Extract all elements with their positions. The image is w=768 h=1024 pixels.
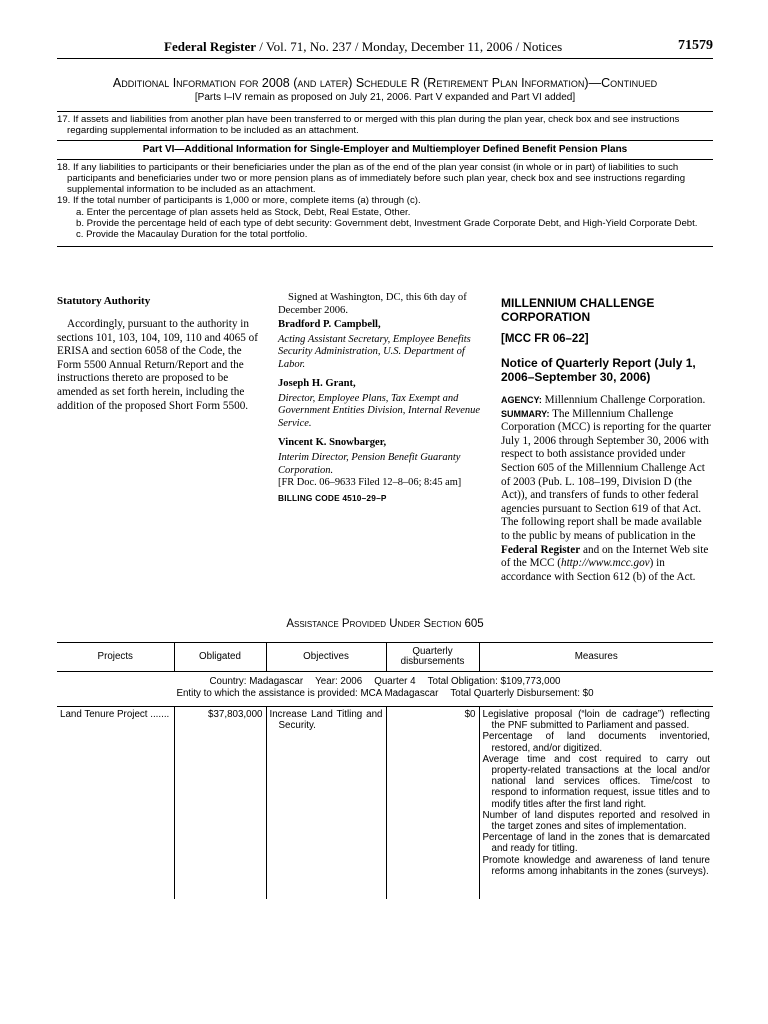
header-measures: Measures (479, 643, 713, 672)
journal-name: Federal Register (164, 39, 257, 54)
column-1 (57, 292, 262, 413)
item-19c: c. Provide the Macaulay Duration for the total portfolio. (76, 229, 308, 241)
info-line-2 (57, 688, 713, 700)
measure-item: Average time and cost required to carry out property-related transactions at the local and/or national land services offices. Time/cost to respond to information request, issue titles and to modify titles after the first land right. (482, 753, 710, 810)
item-19: 19. If the total number of participants is 1,000 or more, complete items (a) through (c). (57, 195, 421, 207)
signed-statement: Signed at Washington, DC, this 6th day of December 2006. (278, 292, 467, 316)
agency-label: AGENCY: (501, 395, 542, 405)
item-17: 17. If assets and liabilities from another plan have been transferred to or merged with this plan during the plan year, check box and see instructions regarding supplemental information to be included as an attachment. (57, 114, 680, 137)
summary-text-2: and on the Internet Web site of the MCC ( (501, 543, 709, 570)
summary-paragraph (501, 408, 713, 585)
summary-federal-register: Federal Register (501, 543, 581, 556)
country-info (57, 672, 713, 707)
header-projects: Projects (57, 643, 174, 672)
signer-1-title: Acting Assistant Secretary, Employee Benefits Security Administration, U.S. Department of Labor. (278, 333, 471, 370)
item-17-block (57, 112, 713, 140)
item-19b: b. Provide the percentage held of each type of debt security: Government debt, Investment Grade Corporate Debt, and High-Yield Corporate Debt. (76, 218, 698, 230)
info-country: Country: Madagascar (209, 676, 304, 687)
three-column-section (57, 292, 713, 612)
signer-2-title: Director, Employee Plans, Tax Exempt and Government Entities Division, Internal Revenue Service. (278, 392, 481, 430)
info-total-obligation: Total Obligation: $109,773,000 (427, 676, 561, 687)
measure-item: Percentage of land in the zones that is demarcated and ready for titling. (482, 832, 710, 855)
measure-item: Percentage of land documents inventoried, restored, and/or digitized. (482, 731, 710, 754)
project-cell: Land Tenure Project ....... (60, 709, 170, 720)
header-quarterly-disbursements: Quarterly disbursements (386, 643, 479, 672)
info-entity: Entity to which the assistance is provided: MCA Madagascar (176, 688, 439, 699)
fr-doc-line: [FR Doc. 06–9633 Filed 12–8–06; 8:45 am] (278, 477, 462, 489)
item-19a: a. Enter the percentage of plan assets held as Stock, Debt, Real Estate, Other. (76, 206, 411, 218)
statutory-authority-text: Accordingly, pursuant to the authority in sections 101, 103, 104, 109, 110 and 4065 of ERISA and section 6058 of the Code, the Form 5500 Annual Return/Report and the instructions thereto are proposed to be amended as set forth herein, including the addition of the proposed Short Form 5500. (57, 318, 258, 412)
running-head (57, 36, 713, 59)
table-info-row (57, 672, 713, 707)
objective-cell (266, 707, 386, 900)
signer-2-name: Joseph H. Grant, (278, 377, 356, 389)
agency-name: MILLENNIUM CHALLENGE CORPORATION (501, 296, 655, 324)
measures-cell (479, 707, 713, 900)
statutory-authority-heading: Statutory Authority (57, 295, 151, 307)
agency-text: Millennium Challenge Corporation. (541, 394, 706, 406)
column-2 (278, 292, 486, 503)
issue-details: / Vol. 71, No. 237 / Monday, December 11, 2006 / Notices (256, 39, 563, 54)
column-3 (501, 292, 713, 584)
billing-code: BILLING CODE 4510–29–P (278, 493, 387, 504)
assistance-table (57, 642, 713, 899)
measure-item: Legislative proposal (“loin de cadrage”) reflecting the PNF submitted to Parliament and passed. (482, 709, 710, 732)
summary-text-1: The Millennium Challenge Corporation (MCC) is reporting for the quarter July 1, 2006 through September 30, 2006 with respect to both assistance provided under Section 605 of the Millennium Challenge Act of 2003 (Pub. L. 108–199, Division D (the Act)), and transfers of funds to other federal agencies pursuant to Section 619 of that Act. The following report shall be made available to the public by means of publication in the (501, 407, 712, 542)
obligated-cell: $37,803,000 (174, 707, 266, 900)
assistance-table-title: Assistance Provided Under Section 605 (286, 618, 484, 630)
divider (57, 246, 713, 247)
table-row (57, 707, 713, 900)
schedule-subtitle: [Parts I–IV remain as proposed on July 21, 2006. Part V expanded and Part VI added] (194, 92, 576, 103)
info-total-disbursement: Total Quarterly Disbursement: $0 (450, 688, 594, 699)
info-line-1 (57, 676, 713, 688)
notice-title: Notice of Quarterly Report (July 1, 2006–September 30, 2006) (501, 356, 696, 384)
summary-text-3: ) in accordance with Section 612 (b) of the Act. (501, 557, 696, 583)
agency-paragraph (501, 394, 713, 408)
disbursement-cell: $0 (386, 707, 479, 900)
docket-number: [MCC FR 06–22] (501, 333, 589, 345)
mcc-website-link[interactable]: http://www.mcc.gov (560, 557, 650, 570)
measure-item: Number of land disputes reported and resolved in the target zones and sites of implementation. (482, 809, 710, 833)
page-number: 71579 (678, 38, 713, 53)
table-header-row (57, 643, 713, 672)
item-18: 18. If any liabilities to participants or their beneficiaries under the plan as of the end of the plan year consist (in whole or in part) of liabilities to such participants and beneficiaries under two or more pension plans as of immediately before such plan year, check box and see instructions regarding supplemental information to be included as an attachment. (57, 161, 686, 196)
signer-3-title: Interim Director, Pension Benefit Guaranty Corporation. (278, 451, 461, 476)
page-top (57, 36, 713, 247)
part-6-heading: Part VI—Additional Information for Single-Employer and Multiemployer Defined Benefit Pension Plans (142, 143, 628, 155)
info-quarter: Quarter 4 (374, 676, 416, 687)
measure-item: Promote knowledge and awareness of land tenure reforms among inhabitants in the zones (surveys). (482, 854, 710, 877)
schedule-title: Additional Information for 2008 (and later) Schedule R (Retirement Plan Information)—Continued (112, 76, 658, 90)
items-18-19-block (57, 160, 713, 246)
signer-1-name: Bradford P. Campbell, (278, 318, 381, 330)
info-year: Year: 2006 (315, 676, 363, 687)
signer-3-name: Vincent K. Snowbarger, (278, 436, 387, 448)
summary-label: SUMMARY: (501, 408, 550, 419)
header-obligated: Obligated (174, 643, 266, 672)
running-head-text (164, 39, 562, 55)
objective-text: Increase Land Titling and Security. (269, 709, 383, 732)
header-objectives: Objectives (266, 643, 386, 672)
